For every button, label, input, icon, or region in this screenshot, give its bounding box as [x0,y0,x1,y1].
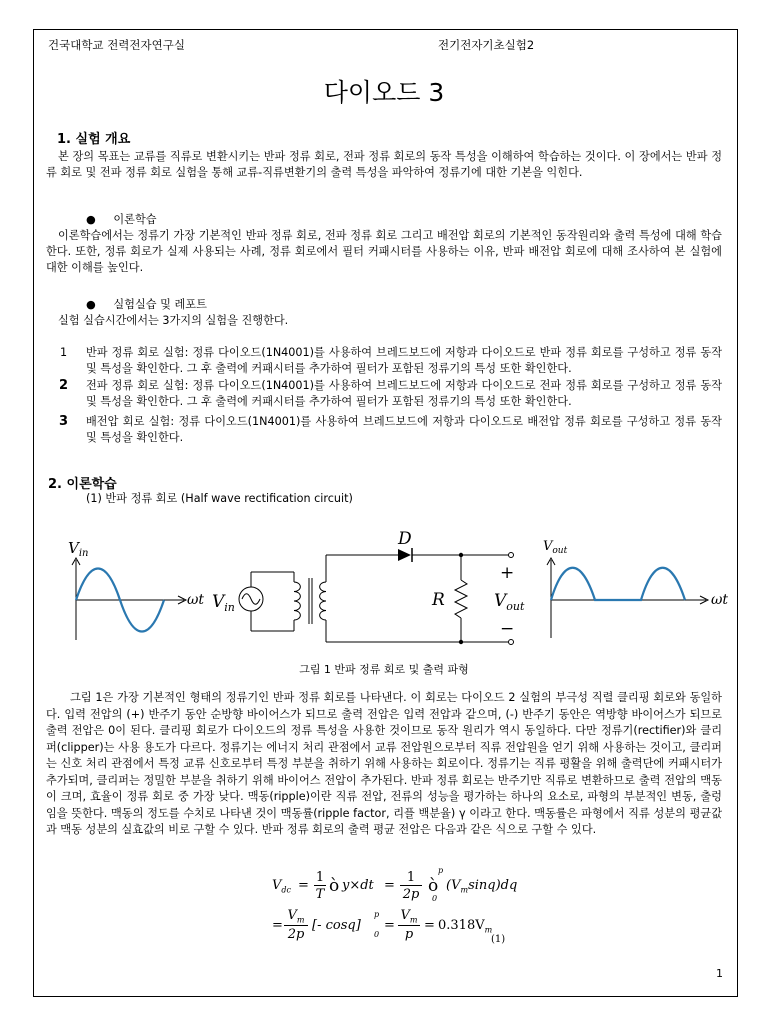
theory-bullet [86,211,157,227]
eq-frac3-num: $V_m$ [284,908,308,926]
equation-1 [272,866,592,952]
section2-body: 그림 1은 가장 기본적인 형태의 정류기인 반파 정류 회로를 나타낸다. 이 회로는 다이오드 2 실험의 부극성 직렬 클리핑 회로와 동일하다. 입력 전압의 (+) 반주기 동안 순방향 바이어스가 되므로 출력 전압은 입력 전압과 같으며, (-) 반주기 동안은 역방향 바이어스가 되므로 출력 전압은 0이 된다. 클리핑 회로가 다이오드의 정류 특성을 사용한 것이므로 동작 원리가 역시 동일하다. 다만 정류기(rectifier)와 클리퍼(clipper)는 사용 용도가 다르다. 정류기는 에너지 처리 관점에서 교류 전압원으로부터 직류 전압원을 얻기 위해 사용하는 것이고, 클리퍼는 신호 처리 관점에서 특정 교류 신호로부터 특정 부분을 취하기 위해 사용하는 회로이다. 정류기는 직류 평활을 위해 출력단에 커패시터가 추가되며, 클리퍼는 정밀한 부분을 취하기 위해 바이어스 전압이 추가된다. 반파 정류 회로는 반주기만 직류로 변환하므로 출력 전압의 맥동이 크며, 효율이 정류 회로 중 가장 낮다. 맥동(ripple)이란 직류 전압, 전류의 성능을 평가하는 하나의 요소로, 파형의 부분적인 변동, 출렁임을 뜻한다. 맥동의 정도를 수치로 나타낸 것이 맥동률(ripple factor, 리플 백분율) γ 이라고 한다. 맥동률은 파형에서 직류 성분의 평균값과 맥동 성분의 실효값의 비로 구할 수 있다. 반파 정류 회로의 출력 평균 전압은 다음과 같은 식으로 구할 수 있다. [46,691,722,836]
resistor-label: R [432,590,445,610]
diode-label: D [398,529,412,549]
eq-sign: = [424,918,435,933]
eq-lhs: $V_{dc}$ [272,878,291,895]
list-number: 3 [59,414,69,429]
theory-text: 이론학습에서는 정류기 가장 기본적인 반파 정류 회로, 전파 정류 회로 그리고 배전압 회로의 기본적인 동작원리와 출력 특성에 대해 학습한다. 또한, 정류 회로가 실제 사용되는 사례, 정류 회로에서 필터 커패시터를 사용하는 이유, 반파 배전압 회로에 대해 조사하여 본 실험에 대한 이해를 높인다. [46,229,722,274]
header-right: 전기전자기초실험2 [438,38,535,52]
figure-1-circuit [56,520,736,650]
section2-subheading: (1) 반파 정류 회로 (Half wave rectification circuit) [86,492,353,505]
output-terminal-minus [509,640,514,645]
list-number: 1 [60,346,68,359]
omega-t-label-2: ωt [711,592,729,608]
transformer-secondary-coil [320,582,326,620]
junction-dot [459,640,463,644]
equation-number: (1) [491,934,506,945]
diode-symbol [398,549,411,561]
eq-frac4-num: $V_m$ [398,908,420,926]
eq-result: $0.318V_m$ [438,918,493,935]
minus-sign: − [500,619,515,639]
eq-sign: = [384,918,395,933]
eq-sign: = [384,878,395,893]
vin-axis-label: $V_{in}$ [68,539,89,559]
eq-sign: = [272,918,283,933]
transformer-primary-coil [294,582,300,620]
plus-sign: + [500,563,515,583]
theory-bullet-label: 이론학습 [113,213,157,226]
bullet-dot: ● [86,213,96,226]
list-number: 2 [59,378,69,393]
output-terminal-plus [509,553,514,558]
eq-int2-lower: 0 [432,894,438,903]
eq-frac2-den: 2p [402,887,420,902]
eq-bracket-lower: 0 [374,930,380,939]
vout-half-wave [551,568,685,600]
ac-source-sine [242,594,260,605]
practice-text: 실험 실습시간에서는 3가지의 실험을 진행한다. [58,314,289,327]
section2-heading: 2. 이론학습 [48,477,117,492]
eq-bracket-body: [- cosq] [312,918,361,933]
vout-terminal-label: $V_{out}$ [494,591,525,613]
practice-bullet [86,296,207,312]
eq-sign: = [298,878,309,893]
list-item: 전파 정류 회로 실험: 정류 다이오드(1N4001)를 사용하여 브레드보드에 저항과 다이오드로 전파 정류 회로를 구성하고 정류 동작 및 특성을 확인한다. 그 후 출력에 커패시터를 추가하여 필터가 포함된 정류기의 특성 또한 확인한다. [86,379,722,408]
bullet-dot: ● [86,298,96,311]
eq-frac1-num: 1 [315,870,325,885]
header-left: 건국대학교 전력전자연구실 [48,38,185,52]
eq-bracket-upper: p [374,910,380,919]
eq-frac1-den: T [315,887,325,902]
page-number: 1 [716,967,723,980]
eq-int2-body: $(V_m\sin q)dq$ [446,878,518,895]
figure-1-caption: 그림 1 반파 정류 회로 및 출력 파형 [299,663,469,676]
section1-paragraph: 본 장의 목표는 교류를 직류로 변환시키는 반파 정류 회로, 전파 정류 회로의 동작 특성을 이해하여 학습하는 것이다. 이 장에서는 반파 정류 회로 및 전파 정류 회로 실험을 통해 교류-직류변환기의 출력 특성을 파악하여 정류기에 대한 기본을 익힌다. [46,150,722,179]
eq-frac3-den: 2p [287,927,305,942]
list-item: 배전압 회로 실험: 정류 다이오드(1N4001)를 사용하여 브레드보드에 저항과 다이오드로 배전압 정류 회로를 구성하고 정류 동작 및 특성을 확인한다. [86,415,722,444]
resistor-symbol [455,580,467,618]
page-title: 다이오드 3 [323,78,445,107]
section1-heading: 1. 실험 개요 [57,132,131,147]
omega-t-label-1: ωt [187,592,205,608]
source-label: $V_{in}$ [212,592,235,614]
practice-bullet-label: 실험실습 및 레포트 [113,298,207,311]
eq-int2-upper: p [438,866,444,875]
eq-integral-2: ò [428,876,439,896]
eq-frac4-den: p [404,927,414,942]
vout-axis-label: $V_{out}$ [543,539,568,556]
eq-integral-1: ò [329,876,340,896]
junction-dot [459,553,463,557]
eq-int1-body: y×dt [342,878,374,893]
eq-frac2-num: 1 [400,870,422,886]
list-item: 반파 정류 회로 실험: 정류 다이오드(1N4001)를 사용하여 브레드보드에 저항과 다이오드로 반파 정류 회로를 구성하고 정류 동작 및 특성을 확인한다. 그 후 출력에 커패시터를 추가하여 필터가 포함된 정류기의 특성 또한 확인한다. [86,346,722,375]
